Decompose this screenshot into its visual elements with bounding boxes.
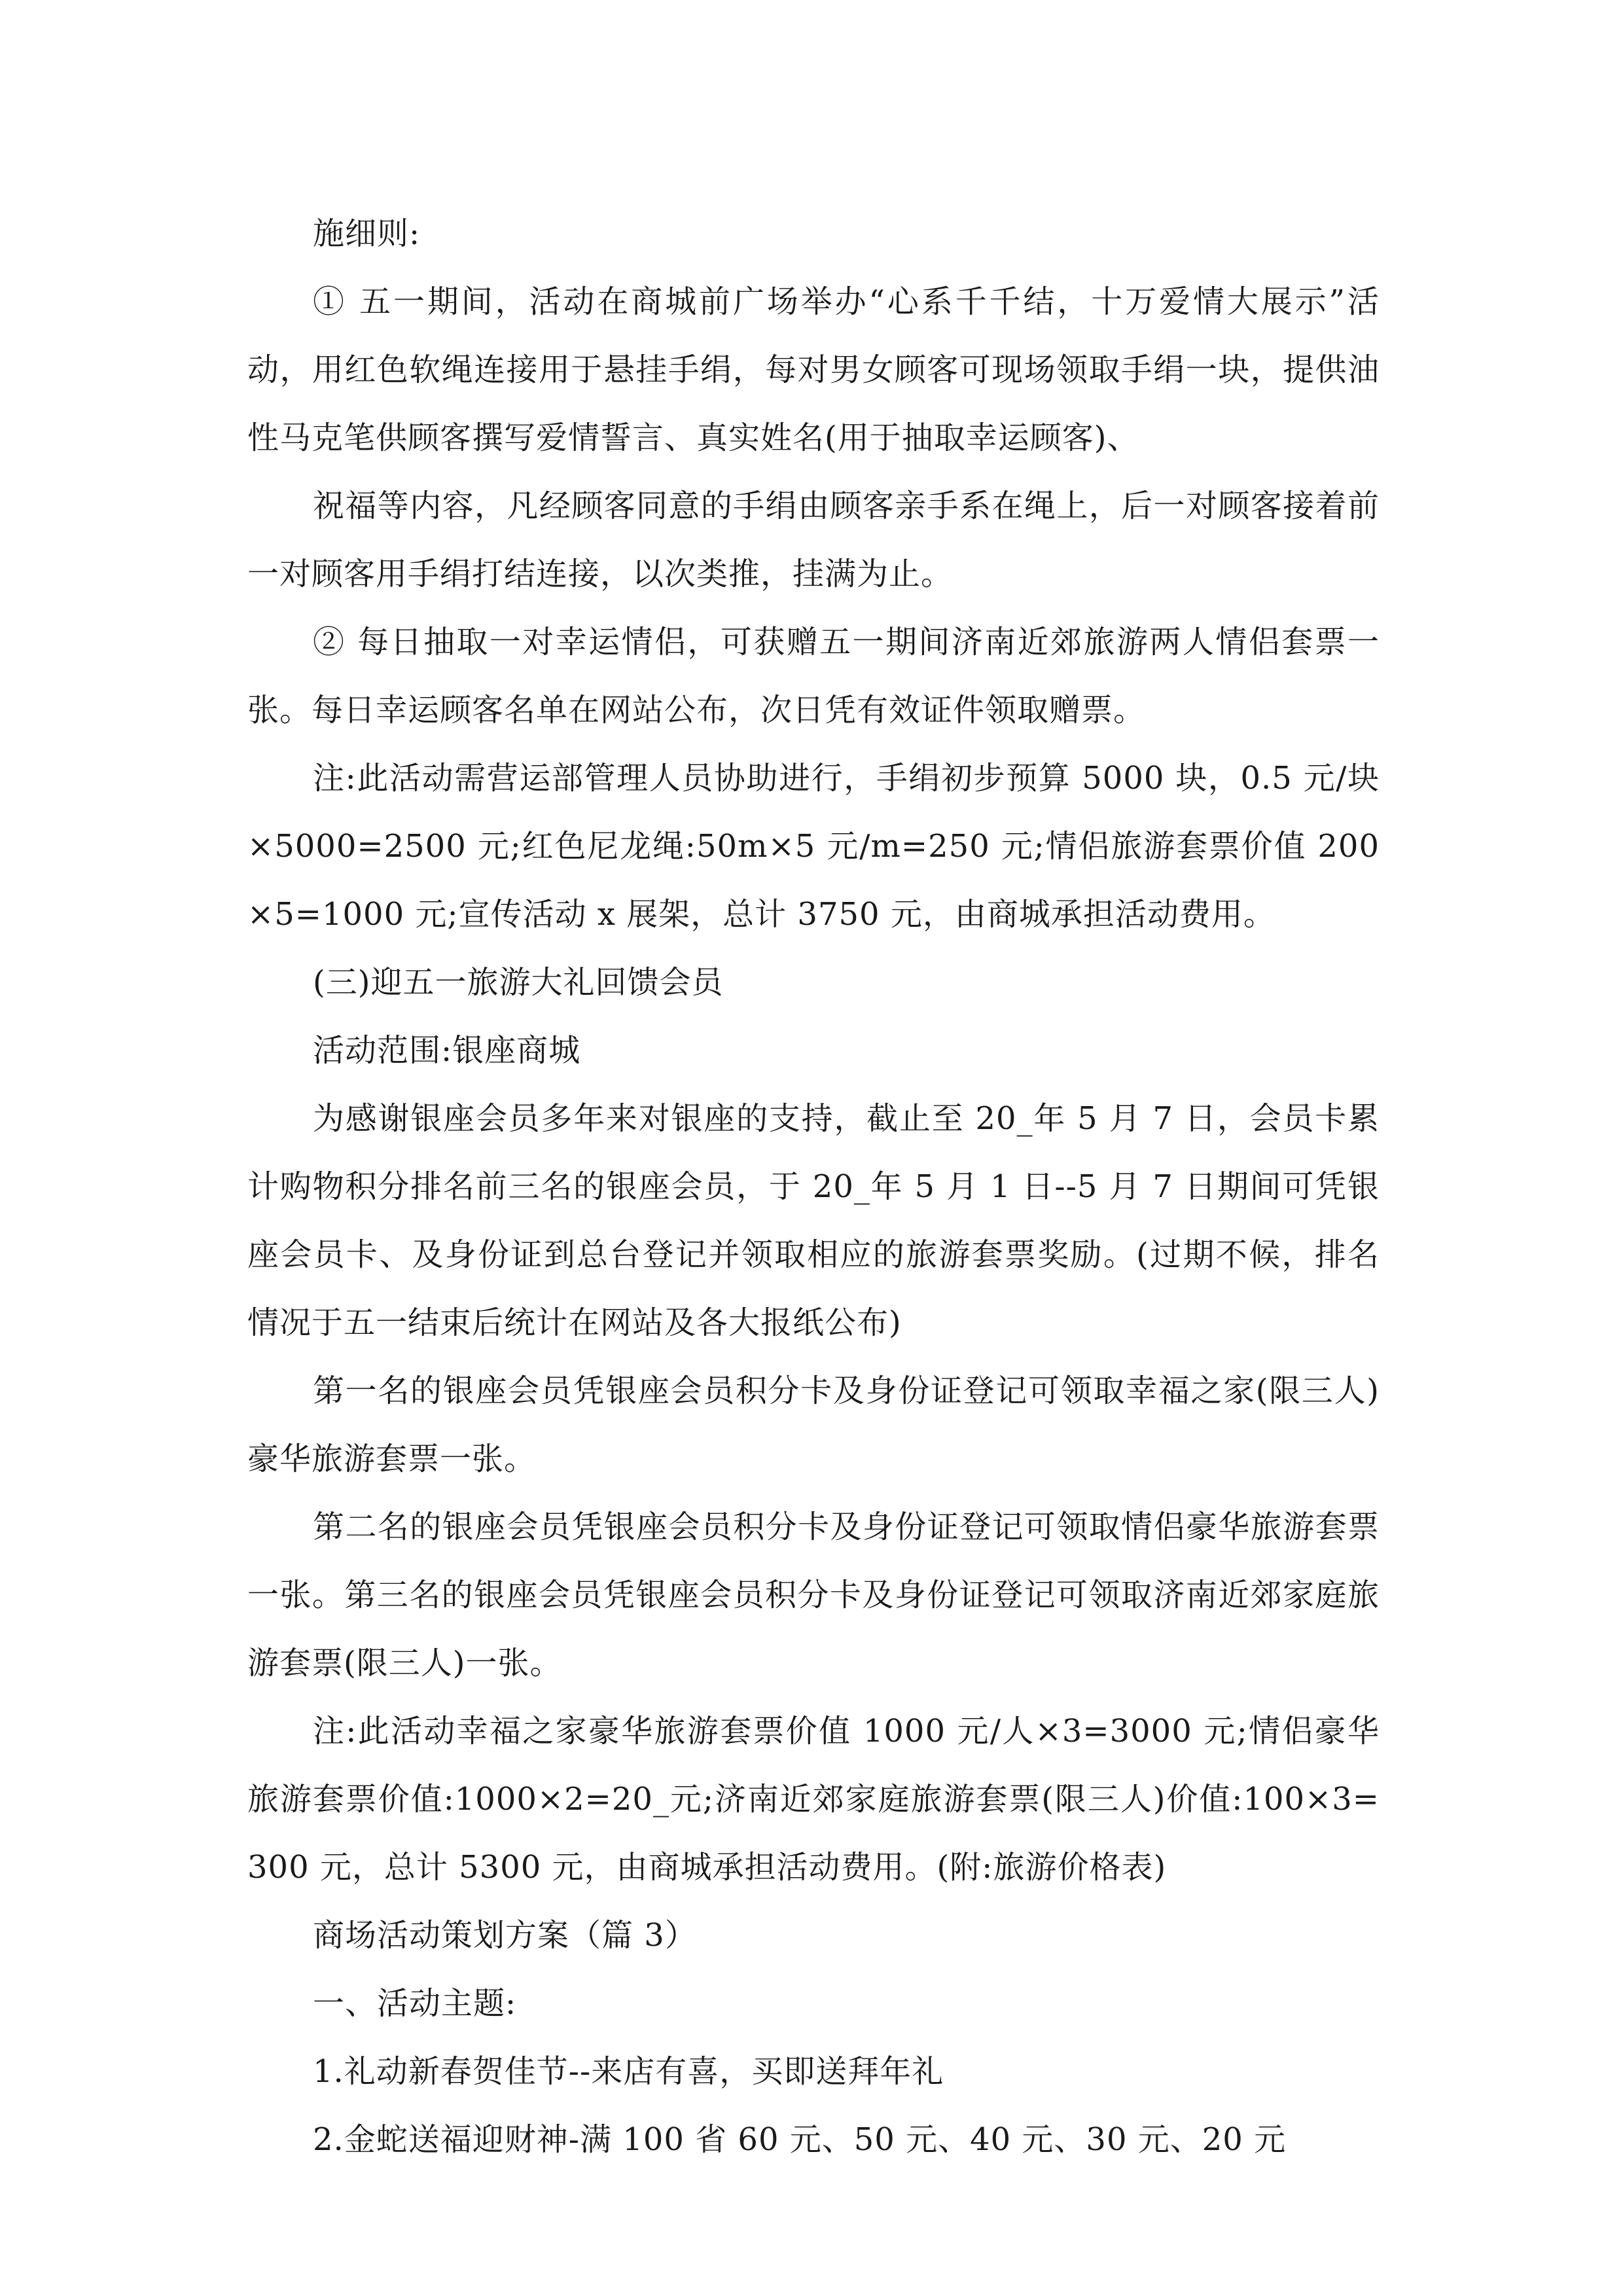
paragraph-second-third-prize: 第二名的银座会员凭银座会员积分卡及身份证登记可领取情侣豪华旅游套票一张。第三名的银座会员凭银座会员积分卡及身份证登记可领取济南近郊家庭旅游套票(限三人)一张。: [247, 1509, 1380, 1681]
paragraph-activity-scope: 活动范围:银座商城: [313, 1032, 581, 1069]
paragraph-member-appreciation: 为感谢银座会员多年来对银座的支持，截止至 20_年 5 月 7 日，会员卡累计购物积分排名前三名的银座会员，于 20_年 5 月 1 日--5 月 7 日期间可凭银座会员卡、及身份证到总台登记并领取相应的旅游套票奖励。(过期不候，排名情况于五一结束后统计在网站及各大报纸公布): [247, 1100, 1380, 1341]
paragraph-rule-2: ② 每日抽取一对幸运情侣，可获赠五一期间济南近郊旅游两人情侣套票一张。每日幸运顾客名单在网站公布，次日凭有效证件领取赠票。: [247, 624, 1380, 728]
paragraph-budget-note-1: 注:此活动需营运部管理人员协助进行，手绢初步预算 5000 块，0.5 元/块×5000=2500 元;红色尼龙绳:50m×5 元/m=250 元;情侣旅游套票价值 200×5=1000 元;宣传活动 x 展架，总计 3750 元，由商城承担活动费用。: [247, 760, 1380, 933]
paragraph-rule-1: ① 五一期间，活动在商城前广场举办“心系千千结，十万爱情大展示”活动，用红色软绳连接用于悬挂手绢，每对男女顾客可现场领取手绢一块，提供油性马克笔供顾客撰写爱情誓言、真实姓名(用于抽取幸运顾客)、: [247, 283, 1380, 456]
paragraph-first-prize: 第一名的银座会员凭银座会员积分卡及身份证登记可领取幸福之家(限三人)豪华旅游套票一张。: [247, 1372, 1380, 1477]
section-heading-plan-3: 商场活动策划方案（篇 3）: [313, 1917, 697, 1954]
paragraph-rule-1-continued: 祝福等内容，凡经顾客同意的手绢由顾客亲手系在绳上，后一对顾客接着前一对顾客用手绢打结连接，以次类推，挂满为止。: [247, 488, 1380, 592]
document-body: [247, 200, 1380, 2174]
section-heading-member-travel: (三)迎五一旅游大礼回馈会员: [313, 964, 724, 1001]
paragraph-theme-item-1: 1.礼动新春贺佳节--来店有喜，买即送拜年礼: [313, 2053, 944, 2090]
paragraph-theme-heading: 一、活动主题:: [313, 1985, 517, 2022]
paragraph-budget-note-2: 注:此活动幸福之家豪华旅游套票价值 1000 元/人×3=3000 元;情侣豪华旅游套票价值:1000×2=20_元;济南近郊家庭旅游套票(限三人)价值:100×3=300 元，总计 5300 元，由商城承担活动费用。(附:旅游价格表): [247, 1713, 1380, 1886]
paragraph-theme-item-2: 2.金蛇送福迎财神-满 100 省 60 元、50 元、40 元、30 元、20 元: [313, 2121, 1287, 2158]
paragraph-implementation-rules: 施细则:: [313, 215, 421, 252]
